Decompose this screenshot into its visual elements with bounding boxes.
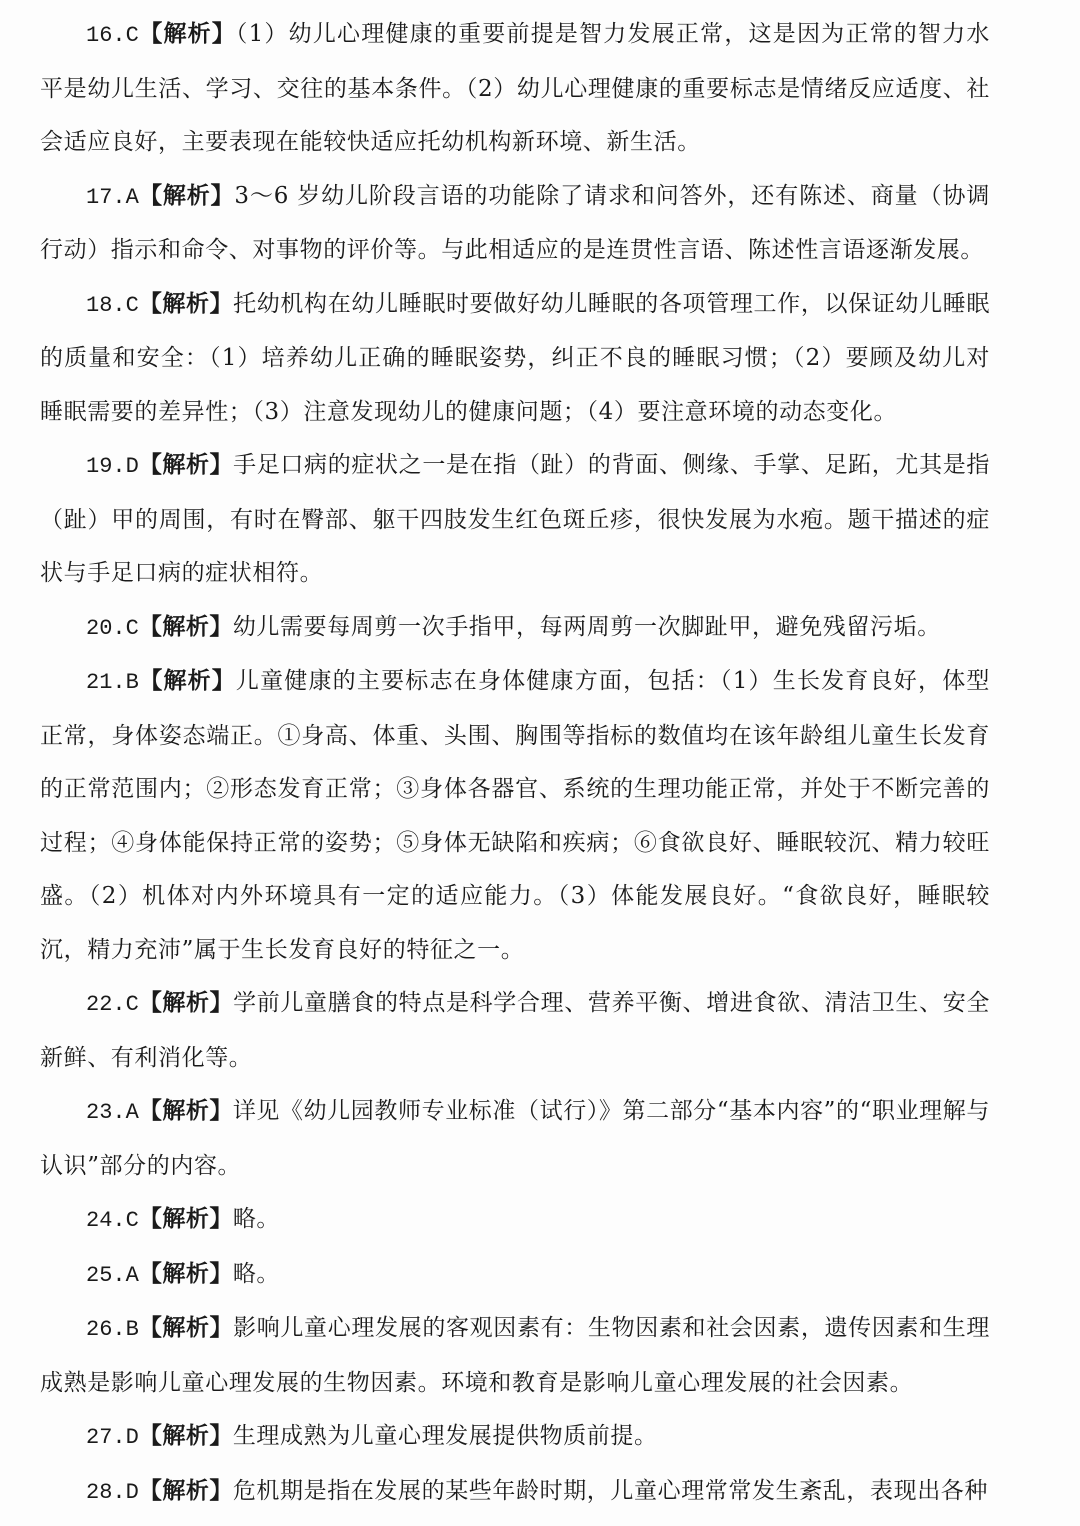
question-number: 19. <box>86 454 126 479</box>
answer-letter: C <box>125 615 139 641</box>
question-number: 24. <box>86 1208 126 1233</box>
answer-letter: B <box>125 1317 139 1342</box>
answer-letter: A <box>125 1100 139 1125</box>
analysis-tag: 【解析】 <box>138 668 236 694</box>
question-number: 27. <box>86 1425 126 1450</box>
answer-entry-18 <box>40 278 990 440</box>
answer-entry-24 <box>40 1193 990 1248</box>
analysis-text: 手足口病的症状之一是在指（趾）的背面、侧缘、手掌、足跖，尤其是指（趾）甲的周围，有时在臀部、躯干四肢发生红色斑丘疹，很快发展为水疱。题干描述的症状与手足口病的症状相符。 <box>40 452 991 586</box>
analysis-text: 托幼机构在幼儿睡眠时要做好幼儿睡眠的各项管理工作，以保证幼儿睡眠的质量和安全：（1）培养幼儿正确的睡眠姿势，纠正不良的睡眠习惯；（2）要顾及幼儿对睡眠需要的差异性；（3）注意发现幼儿的健康问题；（4）要注意环境的动态变化。 <box>40 290 991 425</box>
analysis-tag: 【解析】 <box>138 1206 233 1232</box>
analysis-tag: 【解析】 <box>138 1477 233 1504</box>
answer-entry-22 <box>40 977 990 1085</box>
answer-entry-19 <box>40 439 990 601</box>
question-number: 16. <box>86 23 126 48</box>
answer-entry-20 <box>40 601 990 656</box>
question-number: 28. <box>86 1479 126 1505</box>
analysis-tag: 【解析】 <box>138 1315 234 1341</box>
analysis-text: 生理成熟为儿童心理发展提供物质前提。 <box>232 1423 658 1449</box>
analysis-tag: 【解析】 <box>138 21 236 47</box>
question-number: 21. <box>86 670 126 695</box>
question-number: 20. <box>86 615 126 641</box>
question-number: 26. <box>86 1317 126 1342</box>
answer-letter: C <box>125 992 139 1017</box>
analysis-text: 影响儿童心理发展的客观因素有：生物因素和社会因素，遗传因素和生理成熟是影响儿童心理发展的生物因素。环境和教育是影响儿童心理发展的社会因素。 <box>40 1315 991 1396</box>
analysis-text: 幼儿需要每周剪一次手指甲，每两周剪一次脚趾甲，避免残留污垢。 <box>232 613 941 640</box>
answer-entry-28 <box>40 1465 990 1520</box>
analysis-text: 略。 <box>232 1260 281 1287</box>
analysis-text: 3～6 岁幼儿阶段言语的功能除了请求和问答外，还有陈述、商量（协调行动）指示和命令、对事物的评价等。与此相适应的是连贯性言语、陈述性言语逐渐发展。 <box>40 182 990 263</box>
analysis-text: 略。 <box>232 1206 281 1232</box>
analysis-tag: 【解析】 <box>138 182 235 209</box>
analysis-tag: 【解析】 <box>138 290 234 317</box>
answer-entry-23 <box>40 1085 990 1193</box>
analysis-tag: 【解析】 <box>138 990 234 1016</box>
answer-entry-25 <box>40 1248 990 1303</box>
analysis-tag: 【解析】 <box>138 1423 233 1449</box>
answer-entry-26 <box>40 1302 990 1410</box>
question-number: 23. <box>86 1100 126 1125</box>
answer-letter: C <box>125 1208 139 1233</box>
analysis-tag: 【解析】 <box>138 613 233 640</box>
analysis-tag: 【解析】 <box>138 1098 233 1124</box>
answer-explanations <box>40 8 990 1519</box>
answer-letter: B <box>125 670 139 695</box>
question-number: 25. <box>86 1262 126 1288</box>
question-number: 18. <box>86 292 126 318</box>
question-number: 22. <box>86 992 126 1017</box>
analysis-text: 危机期是指在发展的某些年龄时期，儿童心理常常发生紊乱，表现出各种 <box>232 1477 989 1504</box>
answer-letter: A <box>125 1262 139 1288</box>
answer-letter: C <box>125 23 139 48</box>
answer-entry-21 <box>40 655 990 977</box>
analysis-text: 详见《幼儿园教师专业标准（试行）》第二部分“基本内容”的“职业理解与认识”部分的内容。 <box>40 1098 990 1179</box>
answer-entry-27 <box>40 1410 990 1465</box>
answer-letter: C <box>125 292 139 318</box>
answer-letter: D <box>125 1425 139 1450</box>
question-number: 17. <box>86 184 126 210</box>
answer-letter: A <box>125 184 139 210</box>
analysis-tag: 【解析】 <box>138 452 234 478</box>
answer-entry-16 <box>40 8 990 170</box>
analysis-tag: 【解析】 <box>138 1260 233 1287</box>
analysis-text: 儿童健康的主要标志在身体健康方面，包括：（1）生长发育良好，体型正常，身体姿态端正。①身高、体重、头围、胸围等指标的数值均在该年龄组儿童生长发育的正常范围内；②形态发育正常；③身体各器官、系统的生理功能正常，并处于不断完善的过程；④身体能保持正常的姿势；⑤身体无缺陷和疾病；⑥食欲良好、睡眠较沉、精力较旺盛。（2）机体对内外环境具有一定的适应能力。（3）体能发展良好。“食欲良好，睡眠较沉，精力充沛”属于生长发育良好的特征之一。 <box>40 668 991 963</box>
answer-letter: D <box>125 1479 139 1505</box>
analysis-text: 学前儿童膳食的特点是科学合理、营养平衡、增进食欲、清洁卫生、安全新鲜、有利消化等。 <box>40 990 991 1071</box>
answer-entry-17 <box>40 170 990 278</box>
answer-letter: D <box>125 454 139 479</box>
analysis-text: （1）幼儿心理健康的重要前提是智力发展正常，这是因为正常的智力水平是幼儿生活、学习、交往的基本条件。（2）幼儿心理健康的重要标志是情绪反应适度、社会适应良好，主要表现在能较快适应托幼机构新环境、新生活。 <box>40 21 991 155</box>
